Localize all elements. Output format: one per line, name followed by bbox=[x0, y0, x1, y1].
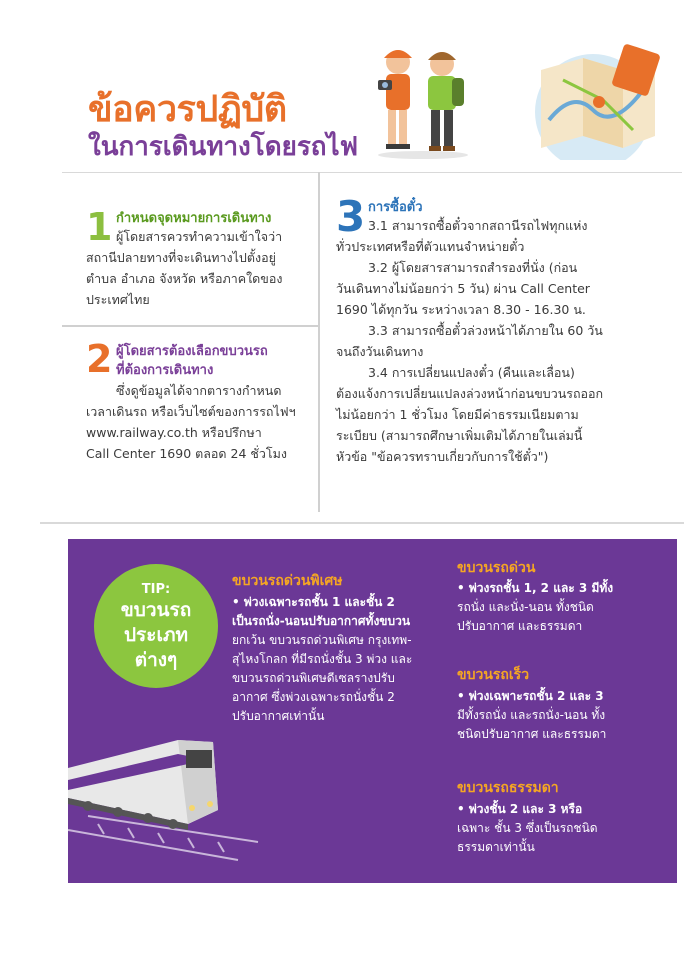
section3-line: 3.4 การเปลี่ยนแปลงตั๋ว (คืนและเลื่อน) bbox=[368, 365, 575, 380]
column-divider bbox=[318, 172, 320, 512]
special-express-line: • พ่วงเฉพาะรถชั้น 1 และชั้น 2 bbox=[232, 595, 395, 609]
tip-line1: ขบวนรถ bbox=[120, 599, 192, 621]
ordinary-line: ธรรมดาเท่านั้น bbox=[457, 840, 535, 854]
special-express-line: เป็นรถนั่ง-นอนปรับอากาศทั้งขบวน bbox=[232, 614, 411, 628]
rapid-line: มีทั้งรถนั่ง และรถนั่ง-นอน ทั้ง bbox=[457, 708, 606, 722]
tip-line2: ประเภท bbox=[123, 624, 188, 646]
rapid-heading: ขบวนรถเร็ว bbox=[457, 667, 530, 683]
section2-heading-line2: ที่ต้องการเดินทาง bbox=[116, 363, 214, 378]
section3-number: 3 bbox=[336, 192, 366, 241]
section3-line: 3.3 สามารถซื้อตั๋วล่วงหน้าได้ภายใน 60 วัน bbox=[368, 323, 603, 338]
section2-line: ซึ่งดูข้อมูลได้จากตารางกำหนด bbox=[116, 383, 282, 398]
section1-body-cont bbox=[86, 247, 316, 310]
section1-number: 1 bbox=[86, 205, 113, 249]
section-divider bbox=[62, 325, 318, 327]
section3-line: ต้องแจ้งการเปลี่ยนแปลงล่วงหน้าก่อนขบวนรถออก bbox=[336, 386, 604, 401]
rapid-line: • พ่วงเฉพาะรถชั้น 2 และ 3 bbox=[457, 689, 604, 703]
express-line: ปรับอากาศ และธรรมดา bbox=[457, 619, 583, 633]
top-divider bbox=[62, 172, 682, 173]
ordinary-line: เฉพาะ ชั้น 3 ซึ่งเป็นรถชนิด bbox=[457, 821, 598, 835]
section3-line: ไม่น้อยกว่า 1 ชั่วโมง โดยมีค่าธรรมเนียมตาม bbox=[336, 407, 579, 422]
tip-line3: ต่างๆ bbox=[134, 649, 178, 671]
section2-body bbox=[116, 380, 316, 401]
page-subtitle: ในการเดินทางโดยรถไฟ bbox=[88, 132, 359, 162]
section3-line: 3.1 สามารถซื้อตั๋วจากสถานีรถไฟทุกแห่ง bbox=[368, 218, 588, 233]
section1-line: ประเทศไทย bbox=[86, 292, 150, 307]
section3-body-first bbox=[368, 215, 668, 236]
section3-line: จนถึงวันเดินทาง bbox=[336, 344, 424, 359]
ordinary-body bbox=[457, 800, 667, 857]
rapid-line: ชนิดปรับอากาศ และธรรมดา bbox=[457, 727, 607, 741]
section3-line: หัวข้อ "ข้อควรทราบเกี่ยวกับการใช้ตั๋ว") bbox=[336, 449, 549, 464]
special-express-line: ปรับอากาศเท่านั้น bbox=[232, 709, 325, 723]
special-express-line: สุไหงโกลก ที่มีรถนั่งชั้น 3 พ่วง และ bbox=[232, 652, 413, 666]
section1-body bbox=[116, 226, 316, 247]
section2-line: Call Center 1690 ตลอด 24 ชั่วโมง bbox=[86, 446, 287, 461]
tip-label: TIP: bbox=[141, 582, 171, 597]
ordinary-line: • พ่วงชั้น 2 และ 3 หรือ bbox=[457, 802, 583, 816]
express-line: • พ่วงรถชั้น 1, 2 และ 3 มีทั้ง bbox=[457, 581, 614, 595]
section1-line: สถานีปลายทางที่จะเดินทางไปตั้งอยู่ bbox=[86, 250, 276, 265]
section3-body bbox=[336, 236, 676, 467]
section3-line: ระเบียบ (สามารถศึกษาเพิ่มเติมได้ภายในเล่มนี้ bbox=[336, 428, 583, 443]
section2-number: 2 bbox=[86, 337, 113, 381]
travelers-illustration bbox=[368, 40, 478, 160]
special-express-line: ยกเว้น ขบวนรถด่วนพิเศษ กรุงเทพ- bbox=[232, 633, 412, 647]
section1-line: ตำบล อำเภอ จังหวัด หรือภาคใดของ bbox=[86, 271, 283, 286]
section3-line: 1690 ได้ทุกวัน ระหว่างเวลา 8.30 - 16.30 น. bbox=[336, 302, 586, 317]
express-line: รถนั่ง และนั่ง-นอน ทั้งชนิด bbox=[457, 600, 594, 614]
section2-link-line[interactable]: www.railway.co.th หรือปรึกษา bbox=[86, 425, 262, 440]
special-express-line: ขบวนรถด่วนพิเศษดีเซลรางปรับ bbox=[232, 671, 395, 685]
section1-heading: กำหนดจุดหมายการเดินทาง bbox=[116, 211, 272, 226]
section2-heading-line1: ผู้โดยสารต้องเลือกขบวนรถ bbox=[116, 344, 268, 359]
express-heading: ขบวนรถด่วน bbox=[457, 560, 536, 576]
section3-line: 3.2 ผู้โดยสารสามารถสำรองที่นั่ง (ก่อน bbox=[368, 260, 578, 275]
page-title: ข้อควรปฏิบัติ bbox=[88, 89, 287, 130]
special-express-line: อากาศ ซึ่งพ่วงเฉพาะรถนั่งชั้น 2 bbox=[232, 690, 395, 704]
train-illustration bbox=[68, 720, 268, 870]
map-illustration bbox=[513, 40, 663, 160]
ordinary-heading: ขบวนรถธรรมดา bbox=[457, 780, 559, 796]
section2-body-cont bbox=[86, 401, 318, 464]
panel-divider bbox=[40, 522, 684, 524]
express-body bbox=[457, 579, 667, 636]
section1-line: ผู้โดยสารควรทำความเข้าใจว่า bbox=[116, 229, 283, 244]
special-express-body bbox=[232, 593, 432, 726]
section3-line: วันเดินทางไม่น้อยกว่า 5 วัน) ผ่าน Call Center bbox=[336, 281, 590, 296]
special-express-heading: ขบวนรถด่วนพิเศษ bbox=[232, 573, 343, 589]
rapid-body bbox=[457, 687, 667, 744]
section2-line: เวลาเดินรถ หรือเว็บไซต์ของการรถไฟฯ bbox=[86, 404, 296, 419]
section3-heading: การซื้อตั๋ว bbox=[368, 200, 423, 215]
tip-badge bbox=[94, 564, 218, 688]
section3-line: ทั่วประเทศหรือที่ตัวแทนจำหน่ายตั๋ว bbox=[336, 239, 525, 254]
